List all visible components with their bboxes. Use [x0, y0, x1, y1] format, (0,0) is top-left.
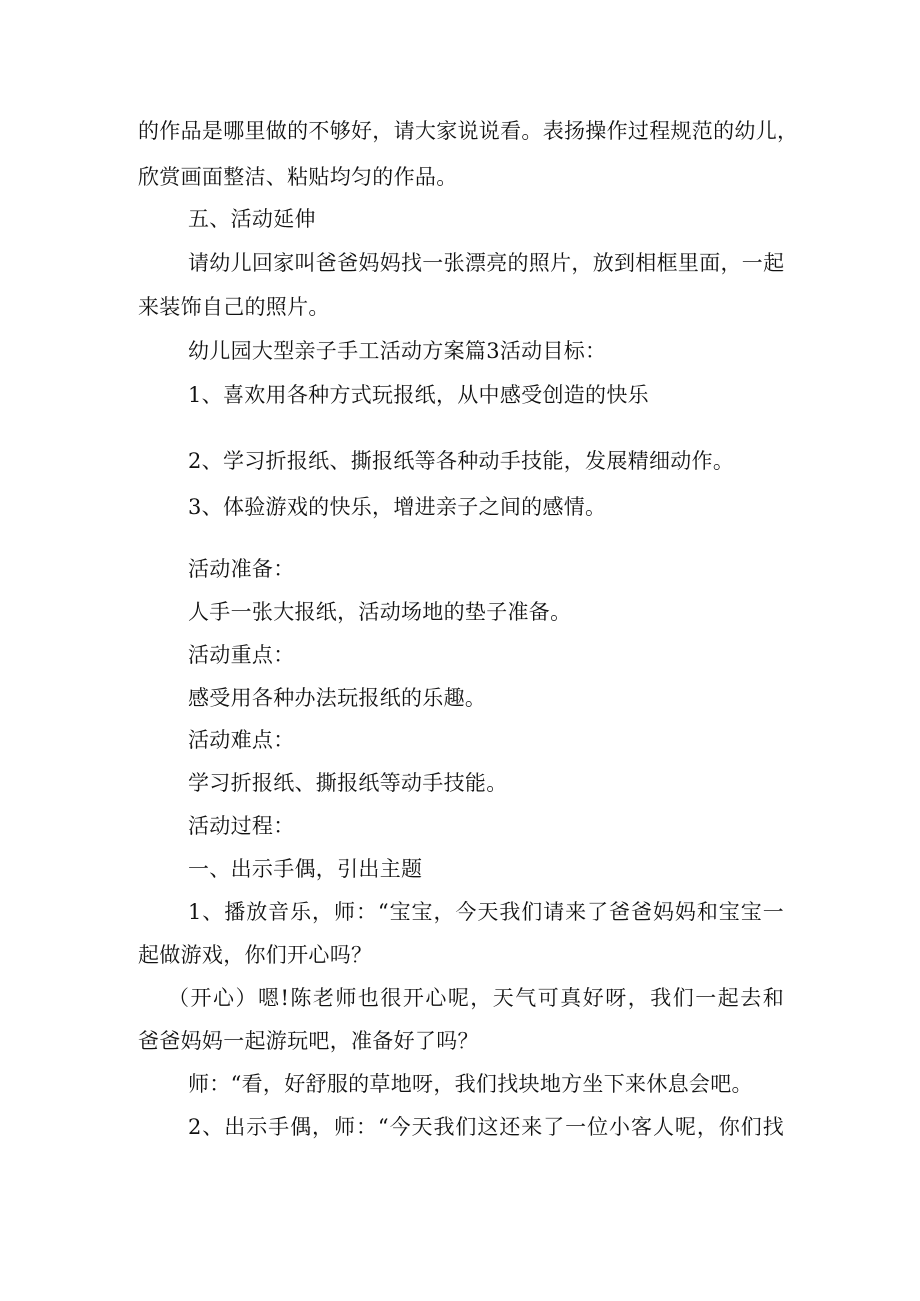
- text-line: 师：“看，好舒服的草地呀，我们找块地方坐下来休息会吧。: [188, 1072, 753, 1096]
- text-line: 1、播放音乐，师：“宝宝，今天我们请来了爸爸妈妈和宝宝一: [188, 900, 784, 924]
- section-heading: 活动重点：: [188, 643, 295, 667]
- text-line: 幼儿园大型亲子手工活动方案篇3活动目标：: [188, 339, 607, 363]
- text-line: 起做游戏，你们开心吗？: [138, 943, 373, 967]
- list-item: 1、喜欢用各种方式玩报纸，从中感受创造的快乐: [188, 383, 649, 407]
- text-line: 人手一张大报纸，活动场地的垫子准备。: [188, 600, 572, 624]
- section-heading: 活动难点：: [188, 728, 295, 752]
- text-line: 请幼儿回家叫爸爸妈妈找一张漂亮的照片，放到相框里面，一起: [188, 251, 785, 275]
- list-item: 3、体验游戏的快乐，增进亲子之间的感情。: [188, 495, 607, 519]
- text-line: 2、出示手偶，师：“今天我们这还来了一位小客人呢，你们找: [188, 1115, 784, 1139]
- section-heading: 活动准备：: [188, 557, 295, 581]
- text-line: 的作品是哪里做的不够好，请大家说说看。表扬操作过程规范的幼儿，: [138, 119, 799, 143]
- text-line: 欣赏画面整洁、粘贴均匀的作品。: [138, 165, 458, 189]
- text-line: 爸爸妈妈一起游玩吧，准备好了吗？: [138, 1029, 479, 1053]
- text-line: 感受用各种办法玩报纸的乐趣。: [188, 686, 487, 710]
- text-line: 学习折报纸、撕报纸等动手技能。: [188, 771, 508, 795]
- text-line: （开心）嗯!陈老师也很开心呢，天气可真好呀，我们一起去和: [168, 986, 784, 1010]
- list-item: 2、学习折报纸、撕报纸等各种动手技能，发展精细动作。: [188, 449, 735, 473]
- section-heading: 一、出示手偶，引出主题: [188, 857, 423, 881]
- section-heading: 活动过程：: [188, 814, 295, 838]
- section-heading: 五、活动延伸: [188, 207, 316, 231]
- text-line: 来装饰自己的照片。: [138, 295, 330, 319]
